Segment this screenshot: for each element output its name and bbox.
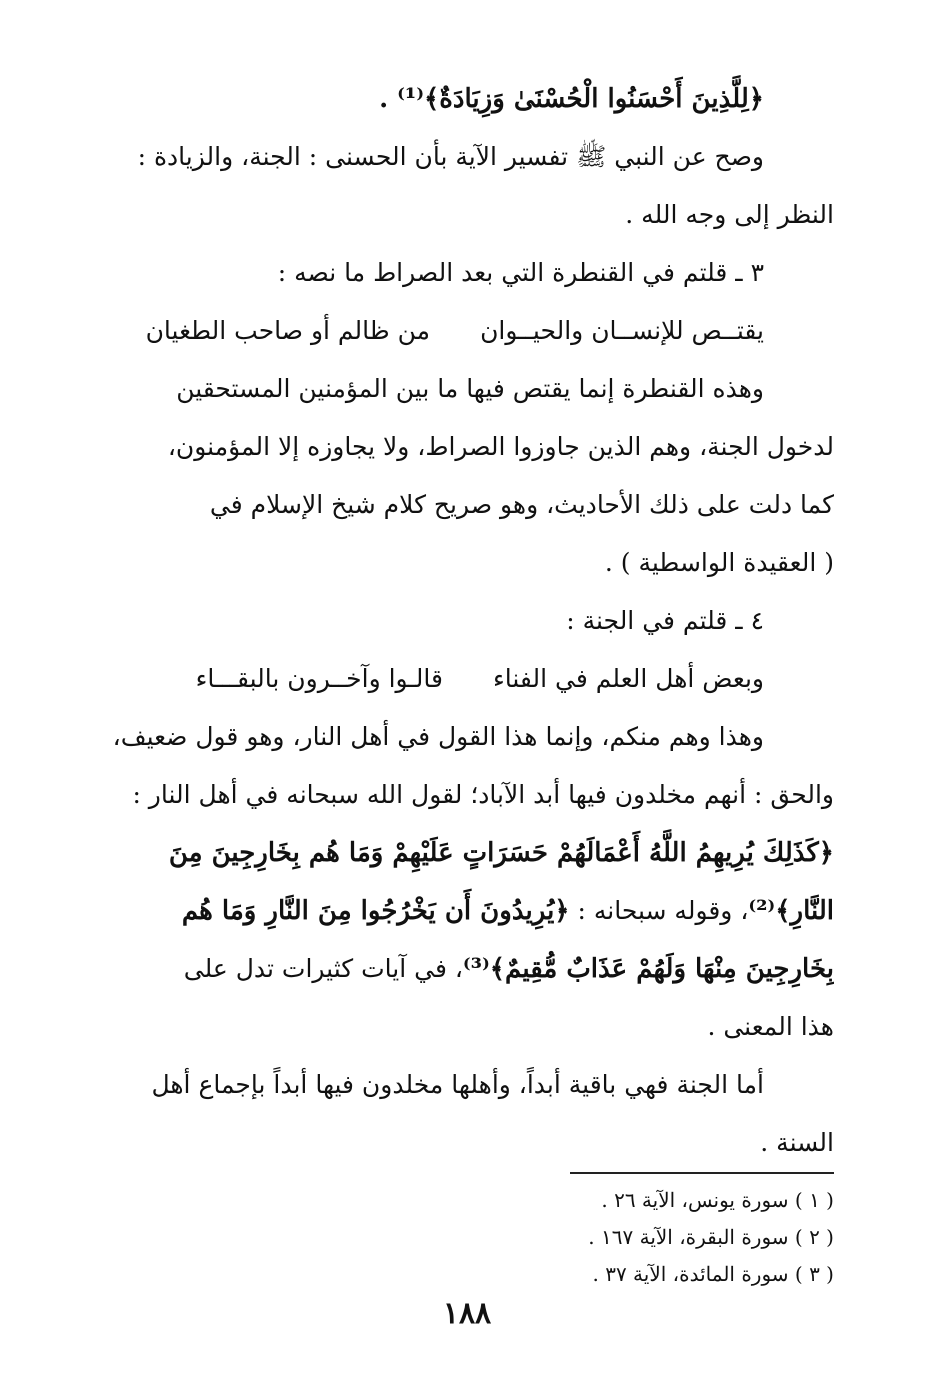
text-fragment: ، وقوله سبحانه : (577, 896, 749, 925)
quran-fragment: النَّارِ﴾⁽²⁾ (748, 896, 834, 926)
text-line: وهذا وهم منكم، وإنما هذا القول في أهل النار، وهو قول ضعيف، (112, 722, 764, 751)
poem-verse-1 (96, 302, 834, 360)
poem-verse-2 (96, 650, 834, 708)
text-line: السنة . (760, 1128, 834, 1157)
mixed-line (96, 882, 834, 940)
text-line: هذا المعنى . (707, 1012, 834, 1041)
text-fragment: ، في آيات كثيرات تدل على (183, 954, 463, 983)
quran-fragment: بِخَارِجِينَ مِنْهَا وَلَهُمْ عَذَابٌ مُّقِيمٌ﴾⁽³⁾ (462, 954, 834, 984)
text-line: وهذه القنطرة إنما يقتص فيها ما بين المؤمنين المستحقين (176, 374, 764, 403)
footnote-divider (570, 1172, 834, 1174)
page-number: ١٨٨ (442, 1296, 492, 1331)
text-line: ( العقيدة الواسطية ) . (604, 548, 834, 577)
text-line: كما دلت على ذلك الأحاديث، وهو صريح كلام شيخ الإسلام في (209, 490, 834, 519)
text-line: أما الجنة فهي باقية أبداً، وأهلها مخلدون فيها أبداً بإجماع أهل (151, 1070, 764, 1099)
footnote-1: ( ١ ) سورة يونس، الآية ٢٦ . (601, 1188, 834, 1212)
poem-hemistich-second: من ظالم أو صاحب الطغيان (145, 316, 431, 345)
text-line: والحق : أنهم مخلدون فيها أبد الآباد؛ لقول الله سبحانه في أهل النار : (132, 780, 834, 809)
quran-fragment: ﴿يُرِيدُونَ أَن يَخْرُجُوا مِنَ النَّارِ وَمَا هُم (181, 896, 570, 926)
text-line: وصح عن النبي ﷺ تفسير الآية بأن الحسنى : الجنة، والزيادة : (137, 142, 764, 171)
mixed-line (96, 940, 834, 998)
section-heading-3: ٣ ـ قلتم في القنطرة التي بعد الصراط ما نصه : (277, 258, 764, 287)
footnote-2: ( ٢ ) سورة البقرة، الآية ١٦٧ . (588, 1225, 834, 1249)
section-heading-4: ٤ ـ قلتم في الجنة : (566, 606, 764, 635)
text-line: لدخول الجنة، وهم الذين جاوزوا الصراط، ولا يجاوزه إلا المؤمنون، (167, 432, 834, 461)
quran-verse-line: ﴿كَذَلِكَ يُرِيهِمُ اللَّهُ أَعْمَالَهُمْ حَسَرَاتٍ عَلَيْهِمْ وَمَا هُم بِخَارِجِينَ مِنَ (168, 838, 834, 868)
poem-hemistich-first: يقتــص للإنســان والحيــوان (480, 316, 764, 345)
text-line: النظر إلى وجه الله . (625, 200, 834, 229)
quran-verse-line: ﴿لِلَّذِينَ أَحْسَنُوا الْحُسْنَىٰ وَزِيَادَةٌ﴾⁽¹⁾ . (379, 84, 764, 114)
footnotes (520, 1182, 834, 1293)
poem-hemistich-first: وبعض أهل العلم في الفناء (492, 664, 764, 693)
footnote-3: ( ٣ ) سورة المائدة، الآية ٣٧ . (592, 1262, 834, 1286)
poem-hemistich-second: قالـوا وآخــرون بالبقـــاء (195, 664, 443, 693)
page-body (96, 70, 834, 1172)
